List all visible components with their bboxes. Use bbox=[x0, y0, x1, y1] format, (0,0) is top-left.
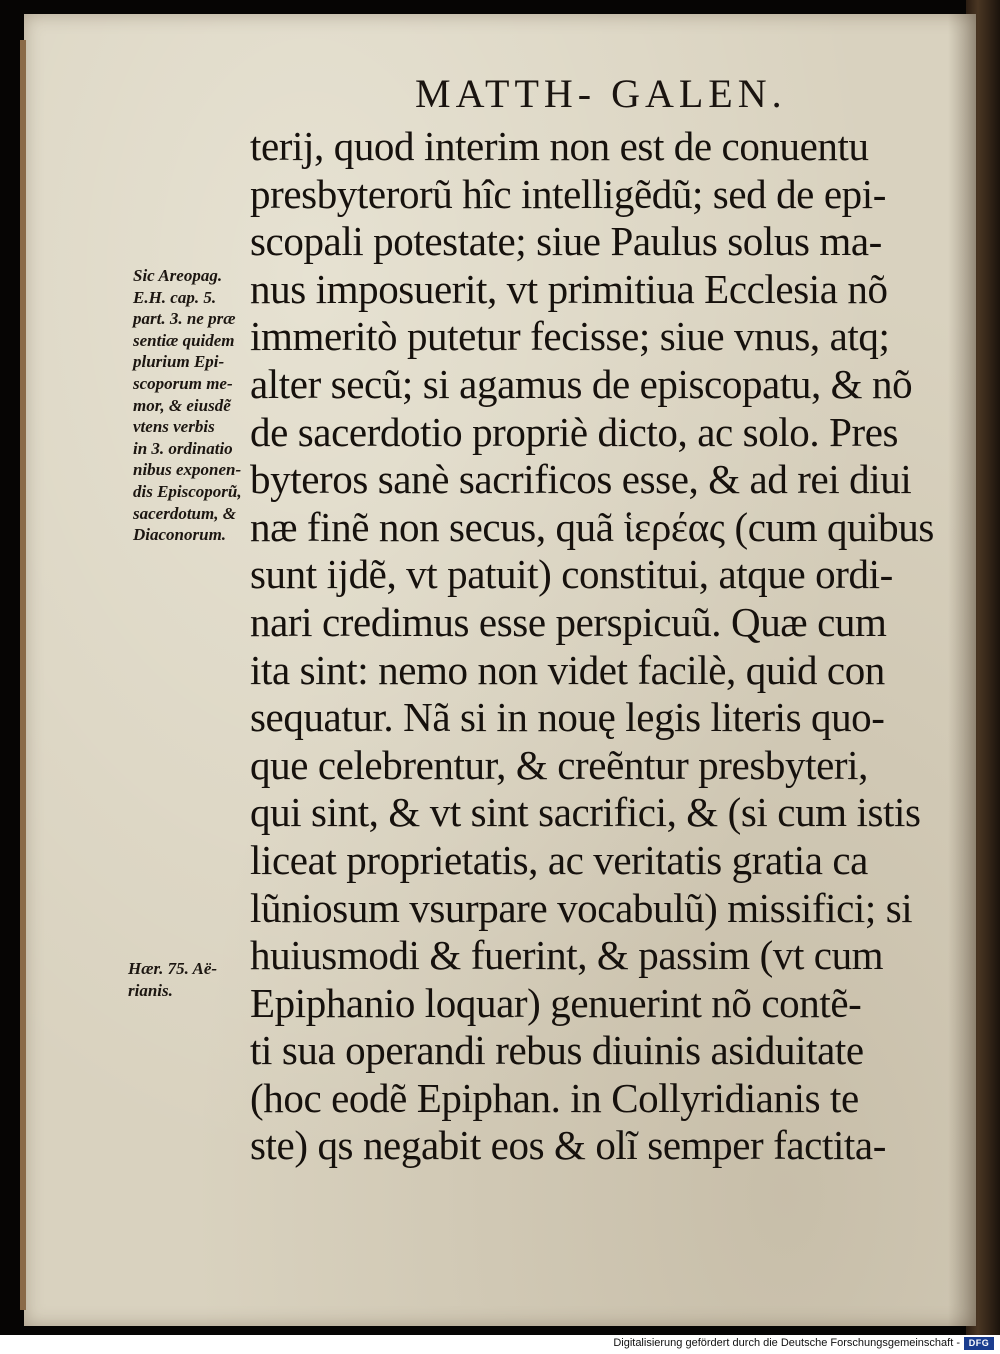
margin-note-areopagite bbox=[133, 265, 242, 546]
body-text bbox=[250, 123, 940, 1170]
text-line: scopali potestate; siue Paulus solus ma- bbox=[250, 218, 882, 265]
text-line: liceat proprietatis, ac veritatis gratia ca bbox=[250, 836, 868, 883]
text-line: lũniosum vsurpare vocabulũ) missifici; si bbox=[250, 884, 913, 931]
text-line: huiusmodi & fuerint, & passim (vt cum bbox=[250, 932, 884, 979]
text-line: de sacerdotio propriè dicto, ac solo. Pres bbox=[250, 408, 899, 455]
margin-note-line: dis Episcoporũ, bbox=[133, 481, 242, 501]
text-line: (hoc eodẽ Epiphan. in Collyridianis te bbox=[250, 1074, 859, 1121]
text-line: ste) qs negabit eos & olĩ semper factita- bbox=[250, 1122, 886, 1169]
margin-note-line: mor, & eiusdẽ bbox=[133, 395, 231, 415]
text-line: nus imposuerit, vt primitiua Ecclesia nõ bbox=[250, 265, 888, 312]
text-line: nari credimus esse perspicuũ. Quæ cum bbox=[250, 598, 887, 645]
margin-note-line: part. 3. ne præ bbox=[133, 309, 236, 329]
margin-note-line: Hær. 75. Aë- bbox=[128, 959, 218, 978]
running-head: MATTH- GALEN. bbox=[415, 71, 787, 116]
text-line: ita sint: nemo non videt facilè, quid con bbox=[250, 646, 885, 693]
text-line: Epiphanio loquar) genuerint nõ contẽ- bbox=[250, 979, 862, 1026]
margin-note-line: rianis. bbox=[128, 980, 173, 1000]
margin-note-line: E.H. cap. 5. bbox=[133, 287, 217, 307]
text-line: immeritò putetur fecisse; siue vnus, atq; bbox=[250, 313, 890, 360]
text-line: næ finẽ non secus, quã ἱερέας (cum quibus bbox=[250, 503, 934, 550]
margin-note-line: nibus exponen- bbox=[133, 460, 242, 480]
margin-note-line: sacerdotum, & bbox=[133, 503, 236, 523]
margin-note-line: sentiæ quidem bbox=[133, 330, 235, 350]
text-line: sunt ijdẽ, vt patuit) constitui, atque ordi- bbox=[250, 551, 893, 598]
text-line: qui sint, & vt sint sacrifici, & (si cum istis bbox=[250, 789, 921, 836]
page-fold-shadow bbox=[948, 14, 976, 1326]
page-left-edge bbox=[20, 40, 26, 1310]
text-line: presbyterorũ hîc intelligẽdũ; sed de epi- bbox=[250, 170, 886, 217]
margin-note-line: plurium Epi- bbox=[133, 352, 225, 372]
text-line: terij, quod interim non est de conuentu bbox=[250, 123, 869, 169]
digitization-credit: Digitalisierung gefördert durch die Deutsche Forschungsgemeinschaft - bbox=[613, 1337, 960, 1349]
margin-note-line: Diaconorum. bbox=[133, 525, 227, 545]
margin-note-line: in 3. ordinatio bbox=[133, 438, 233, 458]
text-line: alter secũ; si agamus de episcopatu, & nõ bbox=[250, 360, 913, 407]
margin-note-line: Sic Areopag. bbox=[133, 266, 223, 285]
text-line: ti sua operandi rebus diuinis asiduitate bbox=[250, 1027, 864, 1074]
text-line: sequatur. Nã si in nouę legis literis quo- bbox=[250, 694, 885, 741]
dfg-logo: DFG bbox=[964, 1337, 994, 1350]
margin-note-line: scoporum me- bbox=[133, 373, 233, 393]
margin-note-line: vtens verbis bbox=[133, 417, 215, 437]
text-line: que celebrentur, & creẽntur presbyteri, bbox=[250, 741, 868, 788]
margin-note-haeresis bbox=[128, 958, 217, 1001]
text-line: byteros sanè sacrificos esse, & ad rei diui bbox=[250, 456, 912, 503]
